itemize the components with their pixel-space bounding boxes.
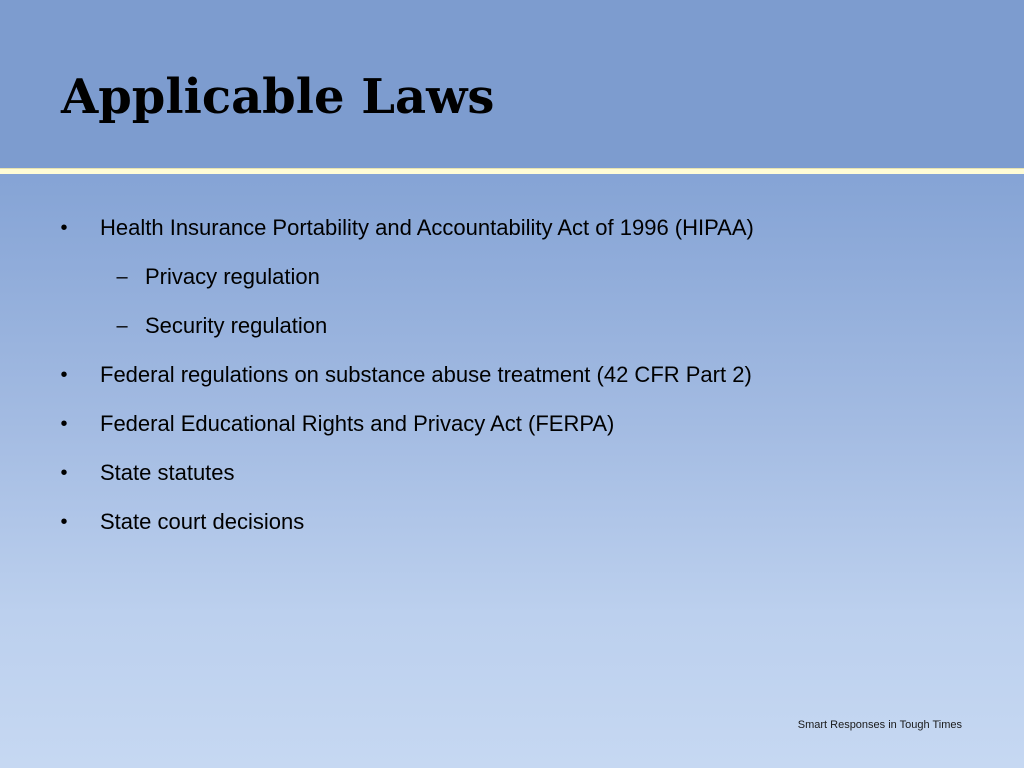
- bullet-marker: •: [60, 511, 68, 533]
- bullet-text: State statutes: [100, 460, 235, 485]
- bullet-text: Health Insurance Portability and Accountability Act of 1996 (HIPAA): [100, 215, 754, 240]
- slide-footer: Smart Responses in Tough Times: [797, 719, 962, 731]
- bullet-marker: •: [60, 217, 68, 239]
- sub-bullet-text: Security regulation: [145, 313, 328, 338]
- slide-title: Applicable Laws: [61, 69, 495, 125]
- bullet-marker: •: [60, 364, 68, 386]
- bullet-marker: •: [60, 413, 68, 435]
- dash-marker: –: [116, 315, 128, 337]
- bullet-marker: •: [60, 462, 68, 484]
- sub-bullet-text: Privacy regulation: [145, 264, 320, 289]
- bullet-text: Federal regulations on substance abuse treatment (42 CFR Part 2): [100, 362, 752, 387]
- dash-marker: –: [116, 266, 128, 288]
- title-band: [0, 0, 1024, 168]
- header-divider: [0, 168, 1024, 174]
- bullet-text: Federal Educational Rights and Privacy Act (FERPA): [100, 411, 615, 436]
- bullet-text: State court decisions: [100, 509, 305, 534]
